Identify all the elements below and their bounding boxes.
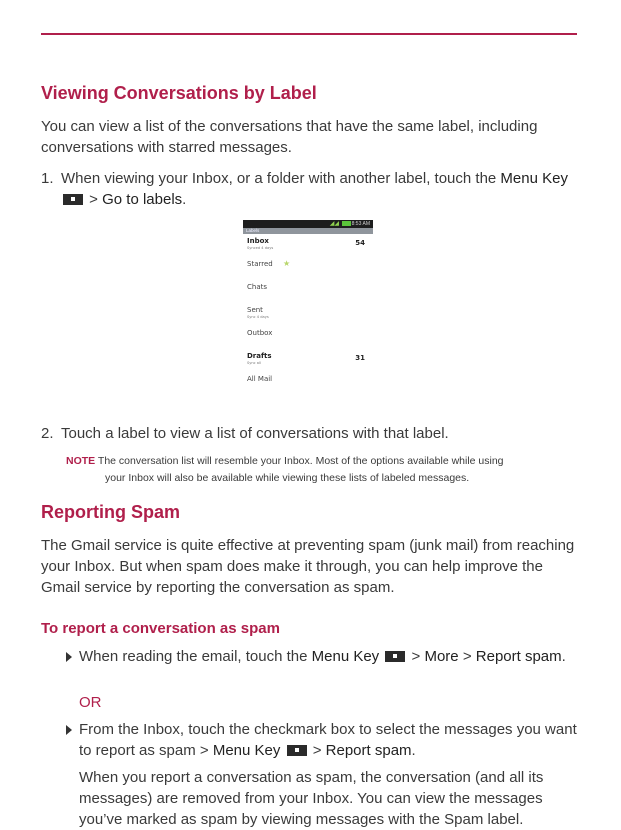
label-count: 54: [355, 239, 365, 247]
menu-key-icon: [63, 194, 83, 205]
label-sync-status: Synced 4 days: [247, 246, 274, 250]
label-name: Sent: [247, 306, 263, 314]
separator: >: [85, 191, 103, 208]
separator: >: [458, 648, 476, 665]
spam-intro-paragraph: The Gmail service is quite effective at preventing spam (junk mail) from reaching your Inbox. But when spam does make it through, you can help improve the Gmail service by reporting the conversation as spam.: [41, 537, 575, 596]
or-separator: OR: [79, 694, 102, 711]
step-text: Touch a label to view a list of conversations with that label.: [61, 425, 449, 442]
clock: 8:53 AM: [351, 221, 370, 227]
step-text: When viewing your Inbox, or a folder with another label, touch the: [61, 170, 501, 187]
label-name: Starred: [247, 260, 273, 268]
bullet-2: [66, 719, 581, 761]
go-to-labels-label: Go to labels: [102, 191, 183, 208]
star-icon: ★: [283, 259, 291, 268]
label-name: Inbox: [247, 237, 269, 245]
labels-titlebar: Labels: [243, 228, 373, 234]
label-name: Chats: [247, 283, 268, 291]
label-row[interactable]: [243, 234, 373, 257]
label-name: All Mail: [247, 375, 273, 383]
menu-key-icon: [385, 651, 405, 662]
step-number: 2.: [41, 425, 54, 442]
section-title-viewing-by-label: Viewing Conversations by Label: [41, 83, 317, 103]
status-bar: [243, 220, 373, 228]
menu-key-label: Menu Key: [212, 742, 281, 759]
label-name: Drafts: [247, 352, 272, 360]
phone-labels-screenshot: [243, 220, 373, 410]
report-spam-label: Report spam: [325, 742, 412, 759]
note-line-2: your Inbox will also be available while viewing these lists of labeled messages.: [105, 472, 470, 484]
bullet-arrow-icon: [66, 725, 72, 735]
note-block: [66, 453, 581, 487]
menu-key-icon: [287, 745, 307, 756]
separator: >: [407, 648, 425, 665]
followup-paragraph: When you report a conversation as spam, the conversation (and all its messages) are removed from your Inbox. You can view the messages you’ve marked as spam by viewing messages with the Spam label.: [79, 769, 544, 828]
intro-paragraph: You can view a list of the conversations that have the same label, including conversations with starred messages.: [41, 118, 538, 156]
report-spam-label: Report spam: [475, 648, 562, 665]
label-sync-status: Sync 4 days: [247, 315, 269, 319]
label-name: Outbox: [247, 329, 273, 337]
step-2: [41, 423, 581, 444]
label-row[interactable]: [243, 280, 373, 303]
bullet-arrow-icon: [66, 652, 72, 662]
label-row[interactable]: [243, 372, 373, 395]
bullet-text: From the Inbox, touch the checkmark box to select the messages you want to report as spam >: [79, 721, 577, 759]
step-number: 1.: [41, 170, 54, 187]
label-row[interactable]: [243, 349, 373, 372]
section-title-reporting-spam: Reporting Spam: [41, 502, 181, 522]
label-row[interactable]: [243, 303, 373, 326]
bullet-1: [66, 646, 581, 667]
period: .: [182, 191, 187, 208]
more-label: More: [424, 648, 459, 665]
period: .: [411, 742, 416, 759]
label-sync-status: Sync all: [247, 361, 262, 365]
header-rule: [41, 33, 577, 35]
label-list: [243, 234, 373, 395]
period: .: [561, 648, 566, 665]
signal-icon: ◢◢: [329, 221, 339, 227]
label-count: 31: [355, 354, 365, 362]
battery-icon: [342, 221, 351, 226]
menu-key-label: Menu Key: [311, 648, 380, 665]
menu-key-label: Menu Key: [500, 170, 568, 187]
label-row[interactable]: [243, 257, 373, 280]
label-row[interactable]: [243, 326, 373, 349]
separator: >: [308, 742, 326, 759]
note-line-1: The conversation list will resemble your Inbox. Most of the options available while using: [97, 455, 504, 467]
bullet-text: When reading the email, touch the: [79, 648, 312, 665]
subsection-title-report-spam: To report a conversation as spam: [41, 620, 280, 637]
note-tag: NOTE: [66, 455, 96, 467]
step-1: [41, 168, 581, 210]
